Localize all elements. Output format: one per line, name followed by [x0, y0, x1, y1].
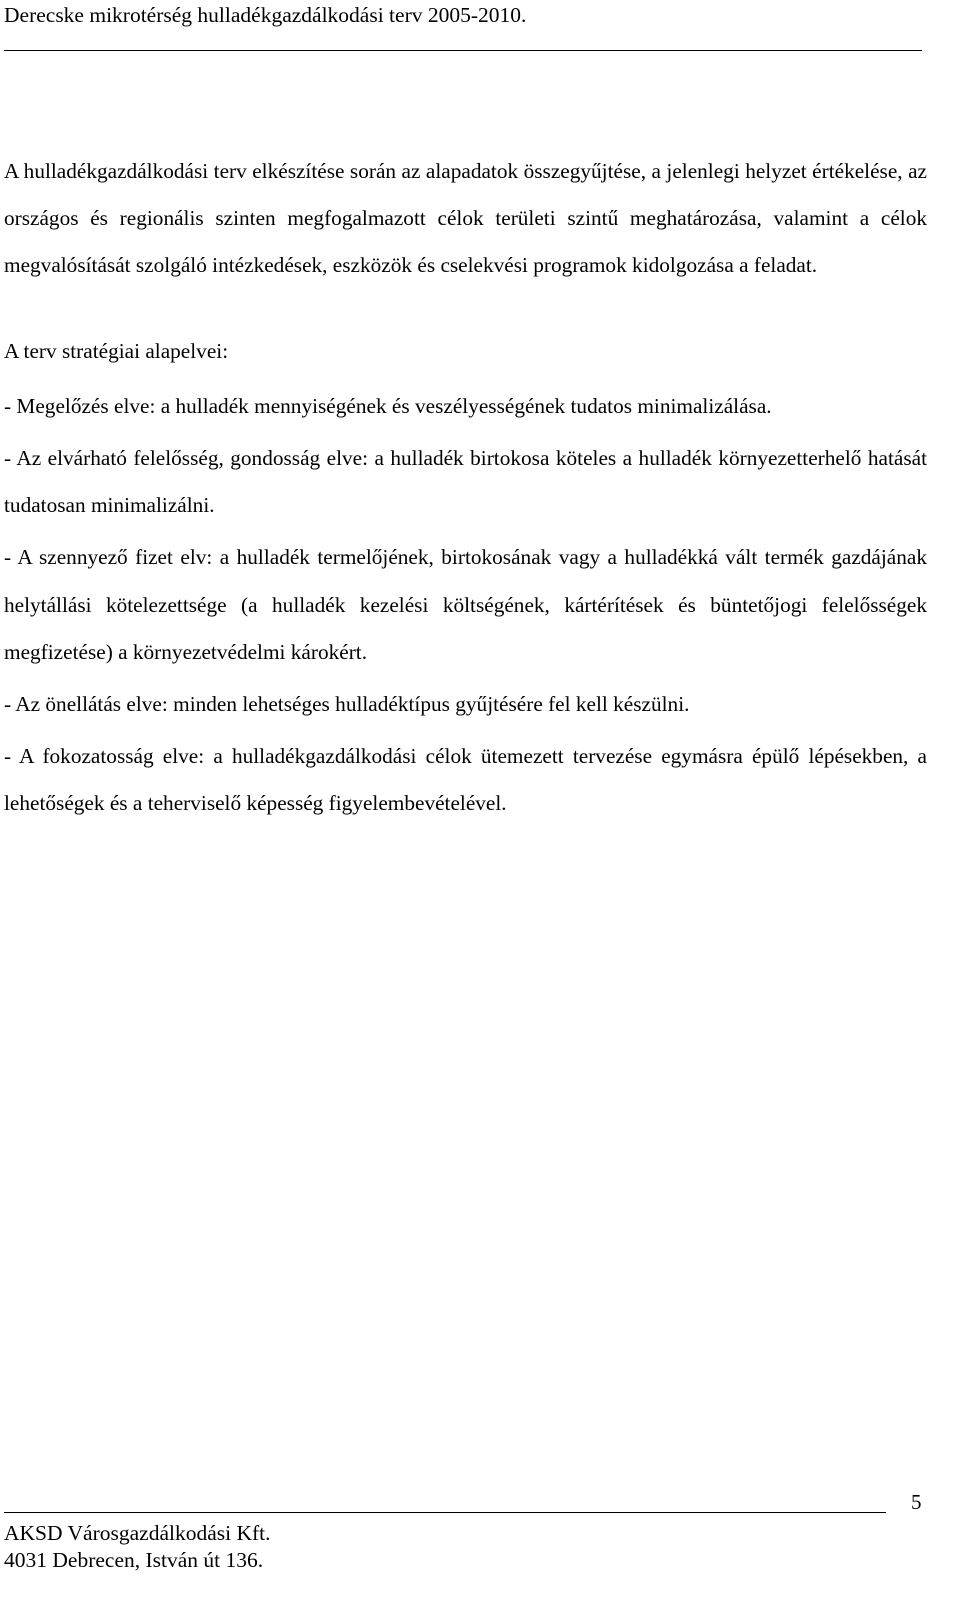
footer-company: AKSD Városgazdálkodási Kft. — [4, 1521, 271, 1545]
footer-rule — [4, 1512, 886, 1513]
principle-self-sufficiency: - Az önellátás elve: minden lehetséges hulladéktípus gyűjtésére fel kell készülni. — [4, 692, 690, 717]
intro-paragraph: A hulladékgazdálkodási terv elkészítése során az alapadatok összegyűjtése, a jelenlegi helyzet értékelése, az országos és regionális szinten megfogalmazott célok területi szintű meghatározása, valamint a célok megvalósítását szolgáló intézkedések, eszközök és cselekvési programok kidolgozása a feladat. — [4, 159, 927, 278]
page-footer — [4, 1520, 271, 1574]
principle-responsibility: - Az elvárható felelősség, gondosság elve: a hulladék birtokosa köteles a hulladék környezetterhelő hatását tudatosan minimalizálni. — [4, 446, 927, 518]
principle-gradualism: - A fokozatosság elve: a hulladékgazdálkodási célok ütemezett tervezése egymásra épülő lépésekben, a lehetőségek és a teherviselő képesség figyelembevételével. — [4, 744, 927, 816]
body-text — [4, 148, 927, 833]
footer-address: 4031 Debrecen, István út 136. — [4, 1548, 264, 1572]
page-number: 5 — [911, 1490, 922, 1514]
principle-polluter-pays: - A szennyező fizet elv: a hulladék termelőjének, birtokosának vagy a hulladékká vált termék gazdájának helytállási kötelezettsége (a hulladék kezelési költségének, kártérítések és büntetőjogi felelősségek megfizetése) a környezetvédelmi károkért. — [4, 545, 927, 664]
principles-heading: A terv stratégiai alapelvei: — [4, 338, 229, 363]
header-rule — [4, 50, 922, 51]
page-header — [4, 2, 922, 51]
principle-prevention: - Megelőzés elve: a hulladék mennyiségének és veszélyességének tudatos minimalizálása. — [4, 393, 772, 418]
header-title: Derecske mikrotérség hulladékgazdálkodási terv 2005-2010. — [4, 3, 527, 27]
